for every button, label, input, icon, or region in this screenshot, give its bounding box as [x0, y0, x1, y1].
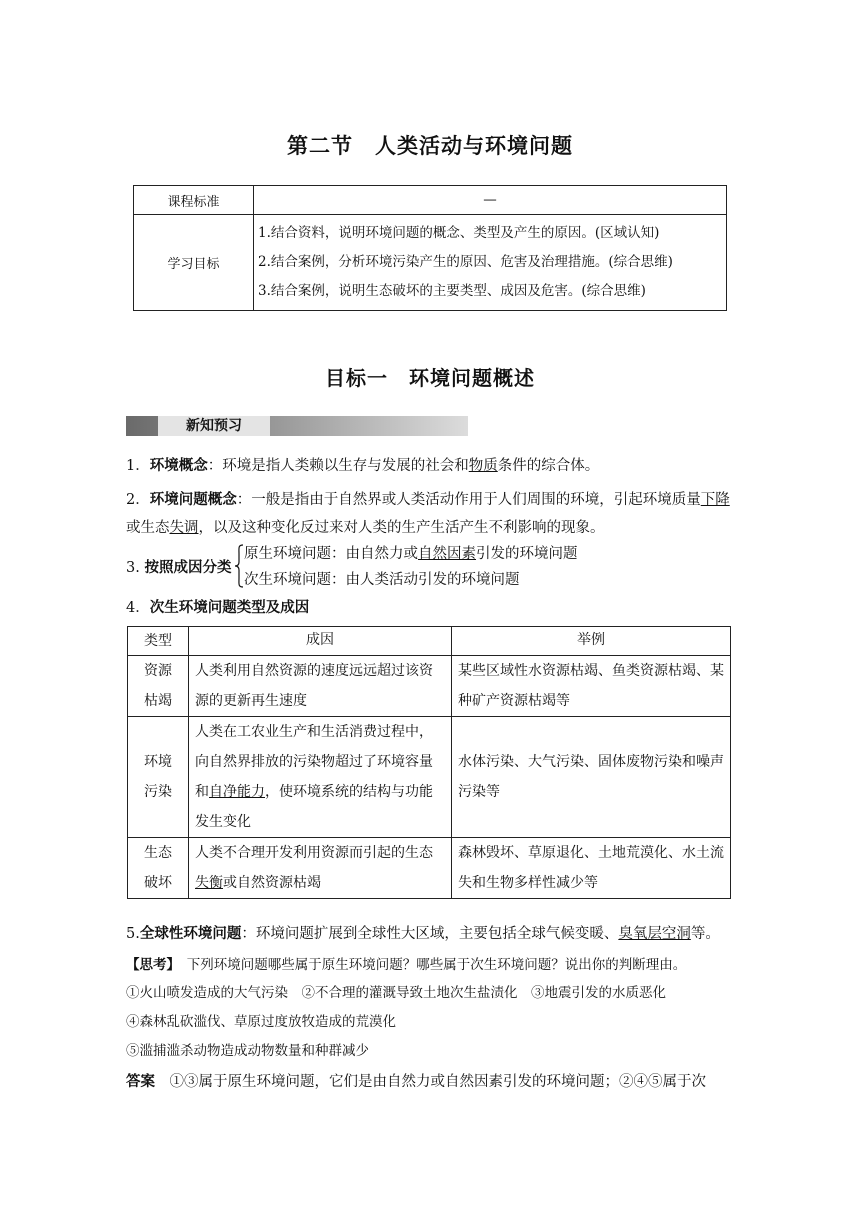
item-text: 等。: [690, 926, 720, 942]
underlined-answer: 物质: [468, 458, 498, 474]
think-option-line: ④森林乱砍滥伐、草原过度放牧造成的荒漠化: [126, 1014, 396, 1030]
think-question: [126, 955, 736, 975]
learning-goals-list: [254, 215, 727, 311]
brace-text: 原生环境问题：由自然力或: [244, 546, 418, 562]
secondary-problem-line: 次生环境问题：由人类活动引发的环境问题: [244, 572, 520, 588]
course-standard-label: 课程标准: [134, 186, 254, 215]
item-environmental-problem-concept: [126, 486, 736, 542]
table-header: 成因: [189, 627, 452, 656]
brace-text: 引发的环境问题: [476, 546, 578, 562]
cause-text: 或自然资源枯竭: [223, 875, 321, 891]
answer-text: ①③属于原生环境问题，它们是由自然力或自然因素引发的环境问题；②④⑤属于次: [155, 1074, 706, 1090]
goal-item: 2.结合案例，分析环境污染产生的原因、危害及治理措施。(综合思维): [258, 254, 673, 270]
cause-text: ，使环境系统的结构与功能发生变化: [195, 784, 433, 830]
underlined-answer: 失衡: [195, 875, 223, 891]
banner-label: 新知预习: [158, 416, 270, 436]
cause-text: 人类不合理开发利用资源而引起的生态: [195, 845, 433, 861]
think-option-line: ①火山喷发造成的大气污染 ②不合理的灌溉导致土地次生盐渍化 ③地震引发的水质恶化: [126, 985, 666, 1001]
underlined-answer: 自净能力: [209, 784, 265, 800]
goal-item: 3.结合案例，说明生态破坏的主要类型、成因及危害。(综合思维): [258, 283, 646, 299]
goal-item: 1.结合资料，说明环境问题的概念、类型及产生的原因。(区域认知): [258, 225, 660, 241]
underlined-answer: 臭氧层空洞: [618, 926, 691, 942]
underlined-answer: 失调: [169, 520, 199, 536]
type-text: 枯竭: [144, 693, 172, 709]
item-text: ：环境是指人类赖以生存与发展的社会和: [207, 458, 469, 474]
item-environment-concept: [126, 456, 736, 476]
item-term: 全球性环境问题: [139, 926, 242, 942]
underlined-answer: 下降: [700, 492, 730, 508]
learning-goals-label: 学习目标: [134, 215, 254, 311]
item-text: ：环境问题扩展到全球性大区域，主要包括全球气候变暖、: [241, 926, 619, 942]
cause-cell: [189, 717, 452, 838]
cause-cell: 人类利用自然资源的速度远远超过该资源的更新再生速度: [189, 656, 452, 717]
item-term: 环境问题概念: [149, 492, 237, 508]
curriculum-standards-table: [133, 185, 727, 311]
item-text: 条件的综合体。: [497, 458, 600, 474]
item-term: 次生环境问题类型及成因: [149, 600, 310, 616]
think-option-line: ⑤滥捕滥杀动物造成动物数量和种群减少: [126, 1043, 369, 1059]
brace-label: [126, 556, 231, 577]
item-number: 1．: [126, 458, 150, 474]
item-classification-by-cause: [126, 542, 736, 590]
section-title: 目标一 环境问题概述: [325, 366, 535, 390]
type-text: 污染: [144, 784, 172, 800]
type-cell: [128, 717, 189, 838]
type-text: 破坏: [144, 875, 172, 891]
table-row: [128, 838, 731, 899]
item-number: 2．: [126, 492, 150, 508]
type-text: 生态: [144, 845, 172, 861]
primary-problem-line: [244, 542, 578, 563]
table-row: [128, 656, 731, 717]
think-label: 【思考】: [126, 957, 174, 973]
underlined-answer: 自然因素: [418, 546, 476, 562]
example-cell: 水体污染、大气污染、固体废物污染和噪声污染等: [452, 717, 731, 838]
cause-text: 人类在工农业生产和生活消费过程中，向自然界排放的污染物超过了环境容量和: [195, 724, 433, 800]
cause-cell: [189, 838, 452, 899]
problem-types-table: [127, 626, 731, 899]
item-term: 按照成因分类: [144, 560, 232, 576]
item-global-problems: [126, 924, 736, 944]
left-brace-icon: [234, 544, 244, 588]
answer-line: [126, 1072, 736, 1092]
type-cell: [128, 838, 189, 899]
course-standard-value: —: [254, 186, 727, 215]
item-number: 4．: [126, 600, 150, 616]
table-header: 类型: [128, 627, 189, 656]
page-title: 第二节 人类活动与环境问题: [287, 134, 573, 158]
item-number: 3.: [126, 560, 145, 576]
example-cell: 森林毁坏、草原退化、土地荒漠化、水土流失和生物多样性减少等: [452, 838, 731, 899]
item-term: 环境概念: [149, 458, 208, 474]
type-cell: [128, 656, 189, 717]
type-text: 资源: [144, 663, 172, 679]
item-secondary-types-heading: [126, 598, 736, 618]
table-header: 举例: [452, 627, 731, 656]
answer-label: 答案: [126, 1074, 155, 1090]
item-text: 或生态: [126, 520, 170, 536]
example-cell: 某些区域性水资源枯竭、鱼类资源枯竭、某种矿产资源枯竭等: [452, 656, 731, 717]
item-text: ，以及这种变化反过来对人类的生产生活产生不利影响的现象。: [198, 520, 605, 536]
item-number: 5.: [126, 926, 140, 942]
table-row: [128, 717, 731, 838]
type-text: 环境: [144, 754, 172, 770]
think-text: 下列环境问题哪些属于原生环境问题？哪些属于次生环境问题？说出你的判断理由。: [173, 957, 687, 973]
item-text: ：一般是指由于自然界或人类活动作用于人们周围的环境，引起环境质量: [236, 492, 701, 508]
section-banner: [126, 416, 468, 436]
